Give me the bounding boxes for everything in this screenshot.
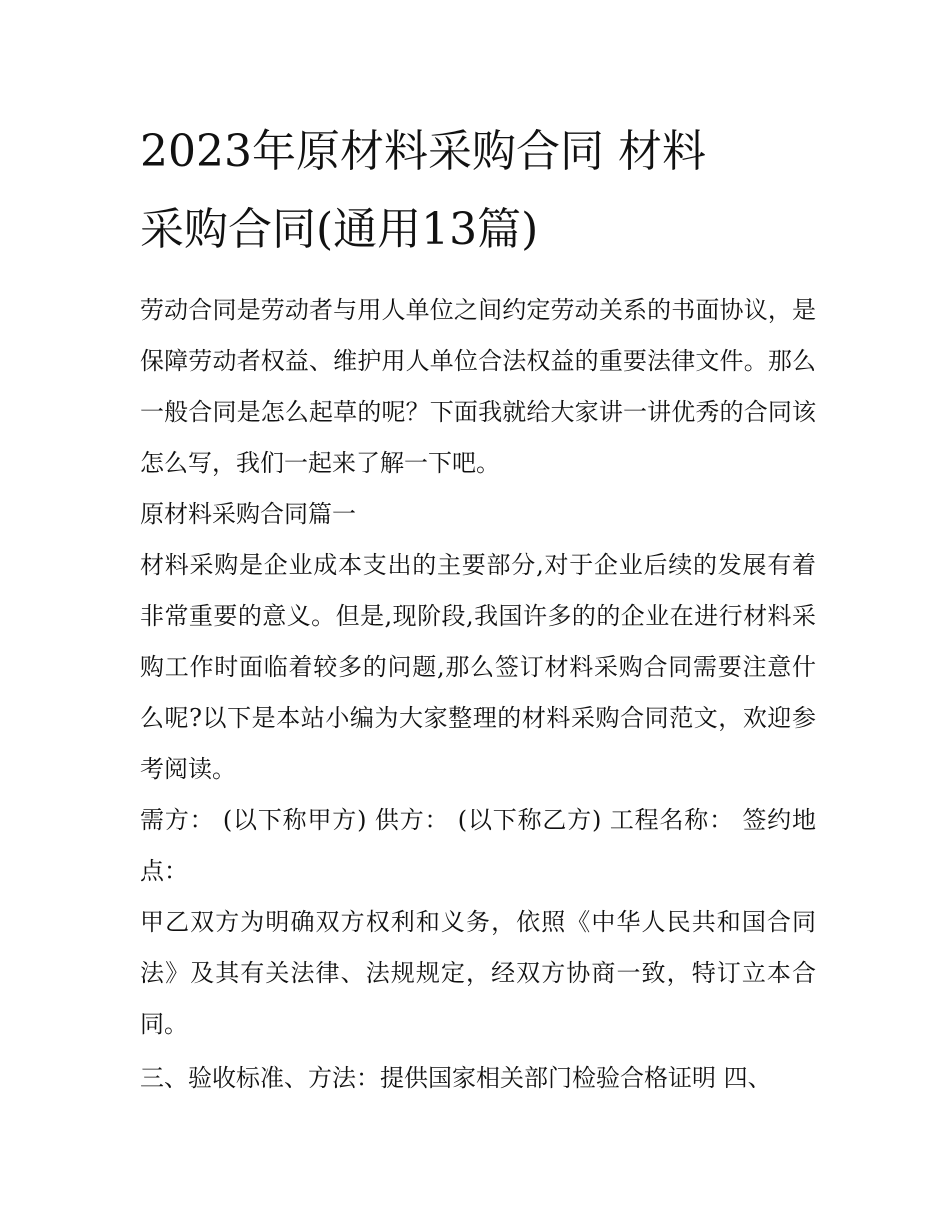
section-heading: 原材料采购合同篇一 <box>140 500 356 528</box>
document-title <box>140 113 816 269</box>
clause-paragraph: 三、验收标准、方法：提供国家相关部门检验合格证明 四、 <box>140 1064 772 1092</box>
document-body <box>140 113 816 1104</box>
agreement-paragraph: 甲乙双方为明确双方权利和义务，依照《中华人民共和国合同法》及其有关法律、法规规定，经双方协商一致，特订立本合同。 <box>140 908 816 1038</box>
intro-paragraph: 劳动合同是劳动者与用人单位之间约定劳动关系的书面协议，是保障劳动者权益、维护用人单位合法权益的重要法律文件。那么一般合同是怎么起草的呢？下面我就给大家讲一讲优秀的合同该怎么写，我们一起来了解一下吧。 <box>140 296 816 477</box>
title-line-2: 采购合同(通用13篇) <box>140 204 539 255</box>
body-paragraph: 材料采购是企业成本支出的主要部分,对于企业后续的发展有着非常重要的意义。但是,现阶段,我国许多的的企业在进行材料采购工作时面临着较多的问题,那么签订材料采购合同需要注意什么呢?以下是本站小编为大家整理的材料采购合同范文，欢迎参考阅读。 <box>140 551 816 783</box>
parties-paragraph: 需方： (以下称甲方) 供方： (以下称乙方) 工程名称： 签约地点： <box>140 806 816 885</box>
title-line-1: 2023年原材料采购合同 材料 <box>140 126 706 177</box>
